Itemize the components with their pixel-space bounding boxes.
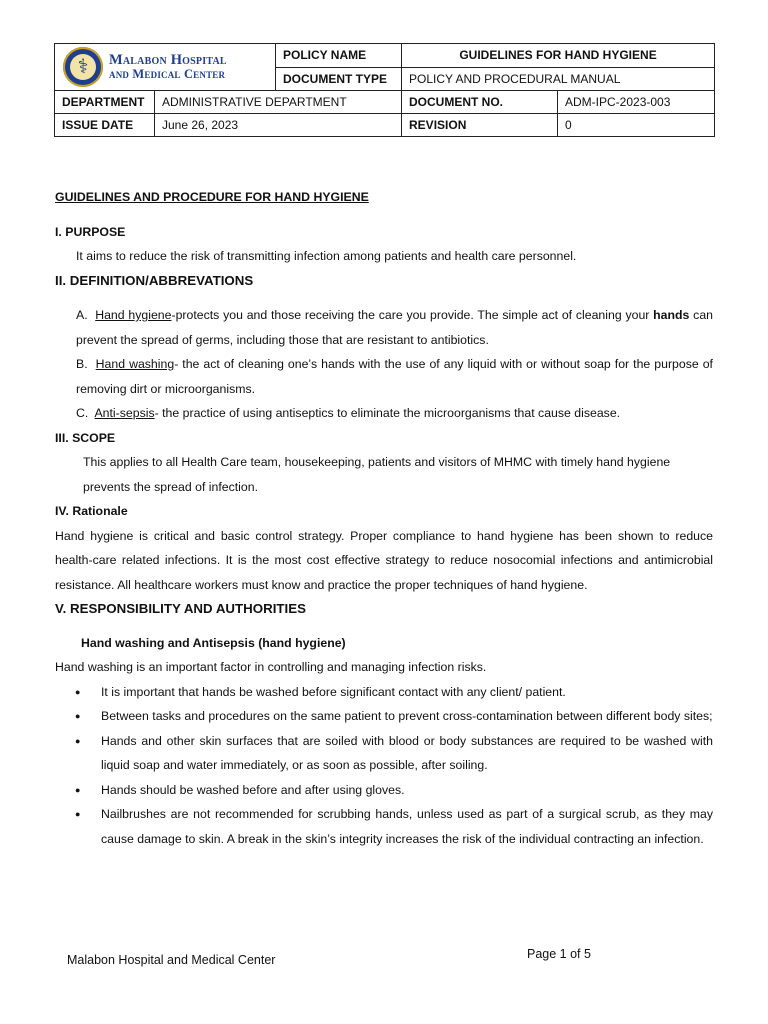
list-item: ● It is important that hands be washed before significant contact with any client/ patient. xyxy=(55,680,713,705)
rationale-heading: IV. Rationale xyxy=(55,504,128,518)
revision-label: REVISION xyxy=(402,114,558,137)
rationale-text: Hand hygiene is critical and basic control strategy. Proper compliance to hand hygiene has been shown to reduce health-care related infections. It is the most cost effective strategy to reduce nosocomial infections and antimicrobial resistance. All healthcare workers must know and practice the proper techniques of hand hygiene. xyxy=(55,528,713,592)
hospital-seal-logo xyxy=(63,47,103,87)
issue-date-value: June 26, 2023 xyxy=(155,114,402,137)
term-anti-sepsis: Anti-sepsis xyxy=(94,406,155,420)
document-type-value: POLICY AND PROCEDURAL MANUAL xyxy=(402,67,715,91)
page-number: Page 1 of 5 xyxy=(527,947,591,961)
scope-heading: III. SCOPE xyxy=(55,430,116,445)
list-item: ● Hands and other skin surfaces that are soiled with blood or body substances are required to be washed with liquid soap and water immediately, or as soon as possible, after soiling. xyxy=(55,729,713,778)
issue-date-label: ISSUE DATE xyxy=(55,114,155,137)
definition-a: A. Hand hygiene-protects you and those receiving the care you provide. The simple act of cleaning your hands can prevent the spread of germs, including those that are resistant to antibiotics. xyxy=(76,308,714,347)
document-title: GUIDELINES AND PROCEDURE FOR HAND HYGIENE xyxy=(55,190,369,204)
hospital-wordmark: Malabon Hospital and Medical Center xyxy=(109,52,227,81)
definition-b: B. Hand washing- the act of cleaning one’s hands with the use of any liquid with or without soap for the purpose of removing dirt or microorganisms. xyxy=(76,357,713,396)
list-item: ● Between tasks and procedures on the same patient to prevent cross-contamination between different body sites; xyxy=(55,704,713,729)
department-value: ADMINISTRATIVE DEPARTMENT xyxy=(155,91,402,114)
document-number-label: DOCUMENT NO. xyxy=(402,91,558,114)
document-body xyxy=(55,185,713,851)
policy-name-label: POLICY NAME xyxy=(276,44,402,68)
document-number-value: ADM-IPC-2023-003 xyxy=(558,91,715,114)
policy-name-value: GUIDELINES FOR HAND HYGIENE xyxy=(402,44,715,68)
term-hand-hygiene: Hand hygiene xyxy=(95,308,172,322)
definitions-heading: II. DEFINITION/ABBREVATIONS xyxy=(55,272,254,288)
hand-washing-intro: Hand washing is an important factor in controlling and managing infection risks. xyxy=(55,660,487,674)
term-hand-washing: Hand washing xyxy=(95,357,175,371)
hand-washing-subheading: Hand washing and Antisepsis (hand hygiene) xyxy=(81,635,346,650)
scope-text: This applies to all Health Care team, housekeeping, patients and visitors of MHMC with timely hand hygiene prevents the spread of infection. xyxy=(83,455,671,494)
responsibility-heading: V. RESPONSIBILITY AND AUTHORITIES xyxy=(55,601,306,616)
revision-value: 0 xyxy=(558,114,715,137)
list-item: ● Hands should be washed before and after using gloves. xyxy=(55,778,713,803)
document-type-label: DOCUMENT TYPE xyxy=(276,67,402,91)
footer-organization: Malabon Hospital and Medical Center xyxy=(67,953,276,967)
document-header-table xyxy=(54,43,715,137)
purpose-text: It aims to reduce the risk of transmitting infection among patients and health care personnel. xyxy=(76,249,577,263)
purpose-heading: I. PURPOSE xyxy=(55,224,126,239)
definition-c: C. Anti-sepsis- the practice of using antiseptics to eliminate the microorganisms that cause disease. xyxy=(76,406,621,420)
hand-washing-list xyxy=(55,680,713,852)
logo-cell xyxy=(55,44,276,91)
list-item: ● Nailbrushes are not recommended for scrubbing hands, unless used as part of a surgical scrub, as they may cause damage to skin. A break in the skin’s integrity increases the risk of the individual contracting an infection. xyxy=(55,802,713,851)
department-label: DEPARTMENT xyxy=(55,91,155,114)
